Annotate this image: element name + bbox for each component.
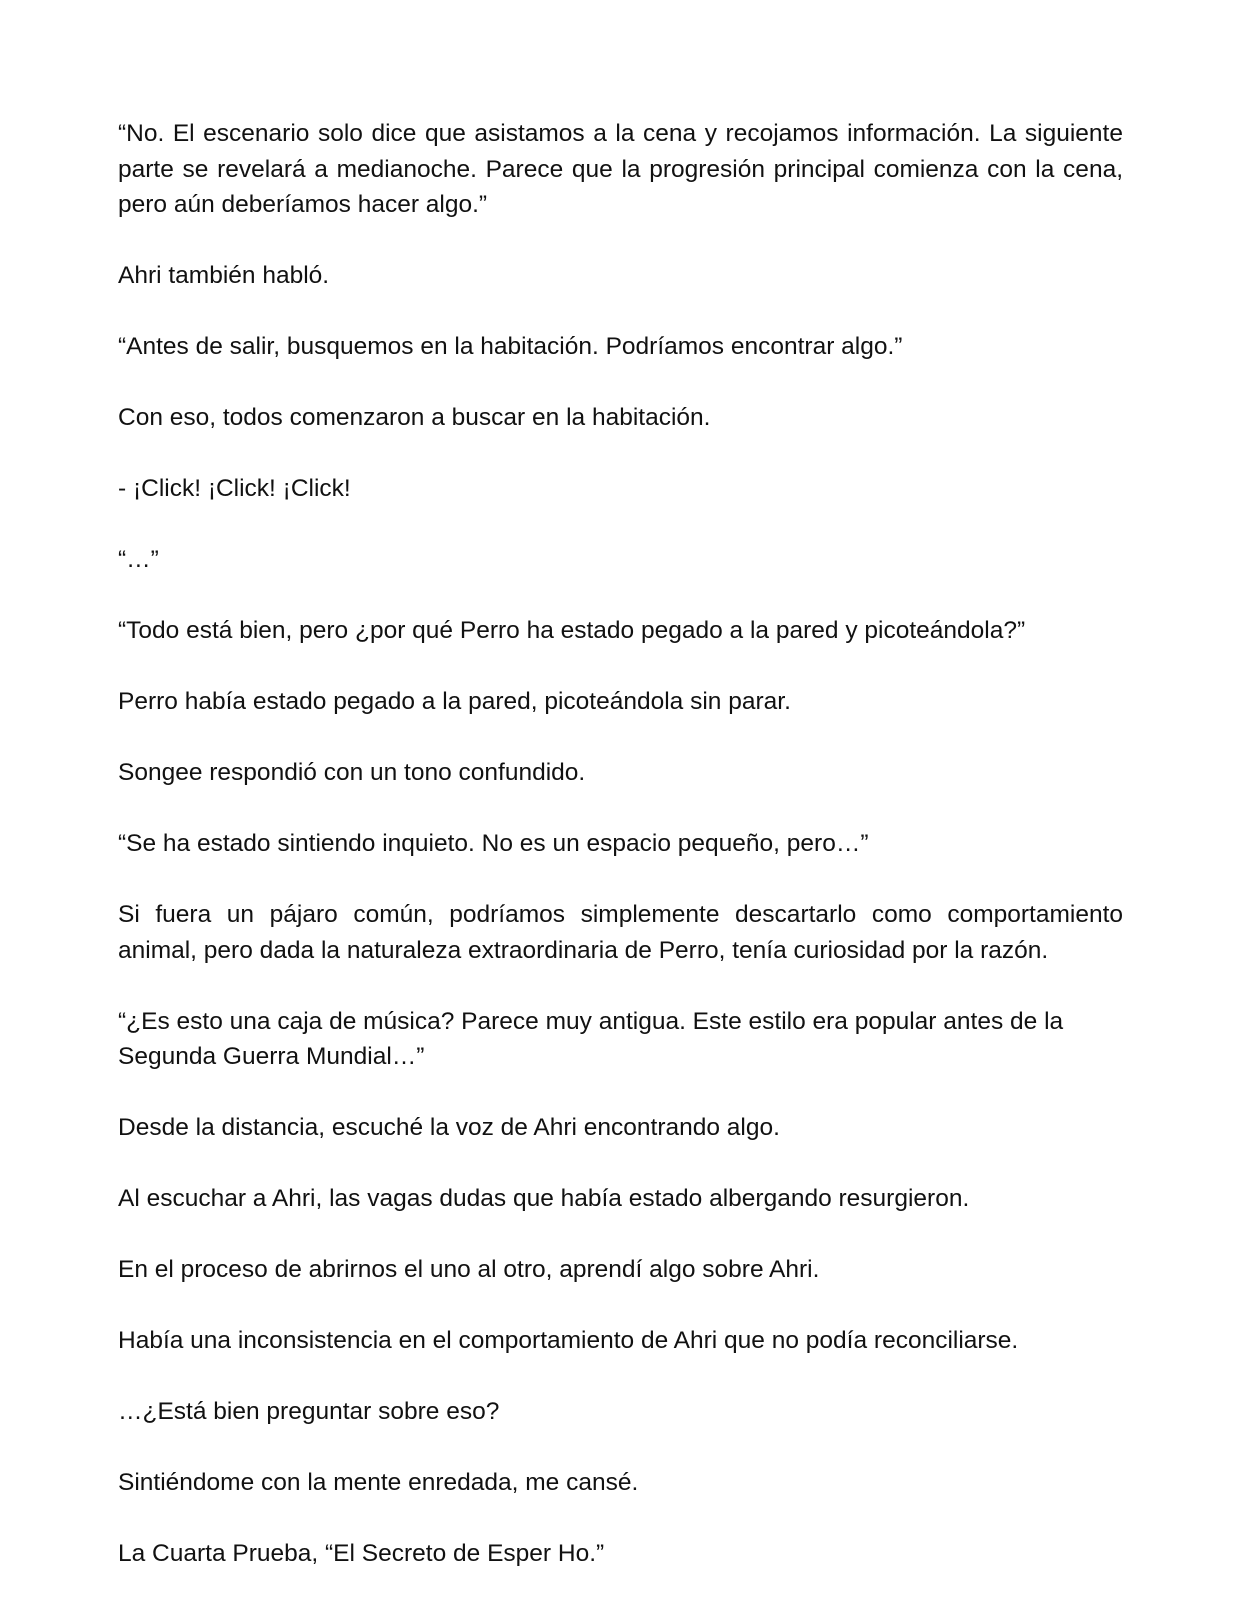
paragraph: Con eso, todos comenzaron a buscar en la habitación.: [118, 404, 711, 431]
paragraph: “¿Es esto una caja de música? Parece muy antigua. Este estilo era popular antes de la Segunda Guerra Mundial…”: [118, 1007, 1064, 1070]
paragraph: Al escuchar a Ahri, las vagas dudas que había estado albergando resurgieron.: [118, 1185, 970, 1212]
paragraph: Si fuera un pájaro común, podríamos simplemente descartarlo como comportamiento animal, pero dada la naturaleza extraordinaria de Perro, tenía curiosidad por la razón.: [118, 901, 1123, 964]
paragraph: La Cuarta Prueba, “El Secreto de Esper Ho.”: [118, 1540, 605, 1567]
paragraph: “No. El escenario solo dice que asistamos a la cena y recojamos información. La siguiente parte se revelará a medianoche. Parece que la progresión principal comienza con la cena, pero aún deberíamos hacer algo.”: [118, 120, 1123, 218]
paragraph: “Antes de salir, busquemos en la habitación. Podríamos encontrar algo.”: [118, 333, 903, 360]
paragraph: …¿Está bien preguntar sobre eso?: [118, 1398, 500, 1425]
paragraph: Desde la distancia, escuché la voz de Ahri encontrando algo.: [118, 1114, 780, 1141]
paragraph: Songee respondió con un tono confundido.: [118, 759, 586, 786]
paragraph: “…”: [118, 546, 159, 573]
paragraph: Había una inconsistencia en el comportamiento de Ahri que no podía reconciliarse.: [118, 1327, 1019, 1354]
paragraph: Sintiéndome con la mente enredada, me cansé.: [118, 1469, 639, 1496]
paragraph: “Se ha estado sintiendo inquieto. No es un espacio pequeño, pero…”: [118, 830, 869, 857]
paragraph: En el proceso de abrirnos el uno al otro, aprendí algo sobre Ahri.: [118, 1256, 820, 1283]
paragraph: Ahri también habló.: [118, 262, 330, 289]
document-page: [118, 116, 1123, 1607]
paragraph: - ¡Click! ¡Click! ¡Click!: [118, 475, 351, 502]
paragraph: Perro había estado pegado a la pared, picoteándola sin parar.: [118, 688, 791, 715]
paragraph: “Todo está bien, pero ¿por qué Perro ha estado pegado a la pared y picoteándola?”: [118, 617, 1026, 644]
